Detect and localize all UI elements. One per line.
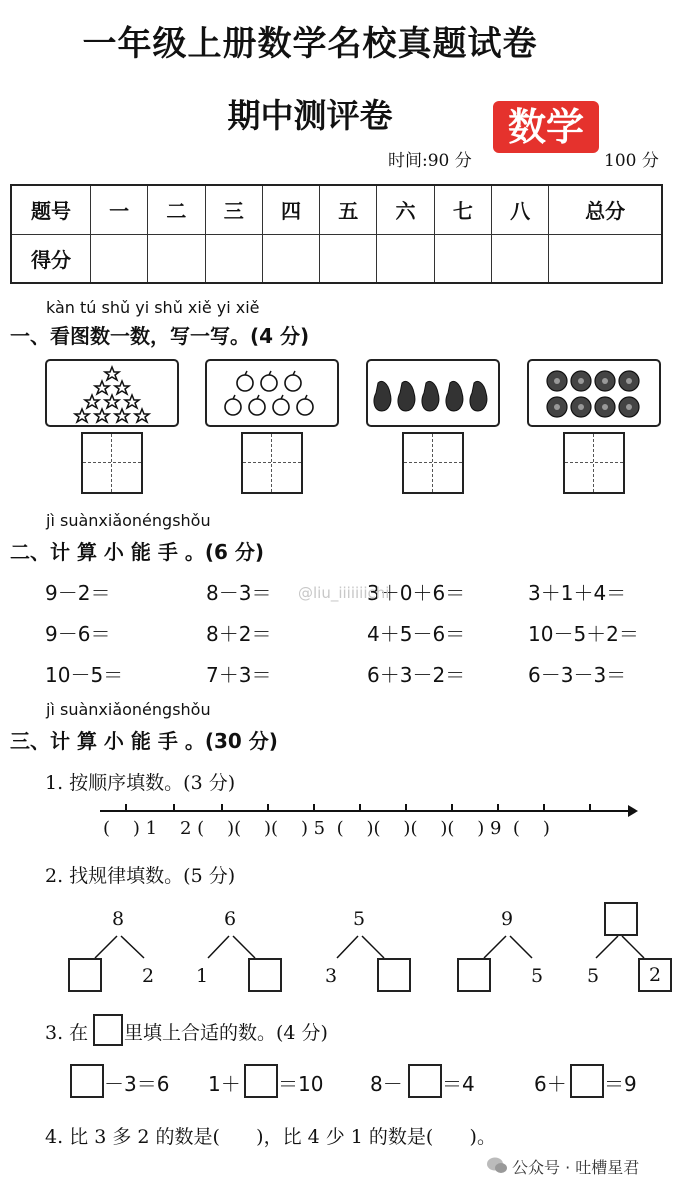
col-header: 七 [434,185,491,234]
score-cell[interactable] [91,234,148,283]
full-score: 100 分 [604,151,659,171]
paper-subtitle: 期中测评卷 [227,96,393,135]
section1-title: 一、看图数一数，写一写。(4 分) [10,324,310,348]
col-header: 总分 [549,185,662,234]
pear-icon [398,381,415,411]
col-header: 一 [91,185,148,234]
star-icon [115,381,129,394]
col-header: 六 [377,185,434,234]
row-label-score: 得分 [11,234,91,283]
apple-icon [261,375,277,391]
wechat-icon [486,1155,508,1175]
star-icon [95,409,109,422]
bond-top: 9 [501,908,514,930]
section2-title: 二、计 算 小 能 手 。(6 分) [10,540,264,564]
paper-title: 一年级上册数学名校真题试卷 [82,24,538,64]
bond-left: 3 [325,965,338,987]
star-icon [135,409,149,422]
question-3-prefix: 3. 在 [45,1022,89,1044]
score-table [10,184,663,284]
apple-icon [225,399,241,415]
fill-expr: ＝10 [278,1072,324,1096]
score-cell[interactable] [262,234,319,283]
col-header: 四 [262,185,319,234]
equation: 8＋2＝ [206,622,272,646]
fill-expr: ＝4 [442,1072,475,1096]
star-icon [75,409,89,422]
bond-top: 6 [224,908,237,930]
bond-answer-box[interactable] [68,958,102,992]
apple-icon [249,399,265,415]
star-icon [125,395,139,408]
fill-box[interactable] [244,1064,278,1098]
equation: 6－3－3＝ [528,663,627,687]
equation: 10－5＋2＝ [528,622,639,646]
bond-answer-box[interactable] [248,958,282,992]
equation: 6＋3－2＝ [367,663,466,687]
section1-pinyin: kàn tú shǔ yi shǔ xiě yi xiě [46,298,260,317]
question-4: 4. 比 3 多 2 的数是( )，比 4 少 1 的数是( )。 [45,1126,496,1148]
answer-grid[interactable] [241,432,303,494]
answer-grid[interactable] [81,432,143,494]
equation: 4＋5－6＝ [367,622,466,646]
fill-box[interactable] [408,1064,442,1098]
star-icon [115,409,129,422]
bond-right-box: 2 [638,958,672,992]
star-icon [105,395,119,408]
star-icon [85,395,99,408]
flowers-picture [527,359,661,427]
footer-account: 公众号 · 吐槽星君 [512,1158,640,1177]
stars-picture [45,359,179,427]
star-icon-group [47,361,177,425]
row-label-question: 题号 [11,185,91,234]
section3-pinyin: jì suànxiǎonéngshǒu [46,700,211,719]
equation: 9－2＝ [45,581,111,605]
score-cell[interactable] [148,234,205,283]
pear-icon-group [368,361,498,425]
col-header: 二 [148,185,205,234]
fill-expr: 6＋ [534,1072,567,1096]
question-2: 2. 找规律填数。(5 分) [45,865,236,887]
fill-expr: －3＝6 [104,1072,170,1096]
bond-right: 5 [531,965,544,987]
apples-picture [205,359,339,427]
fill-expr: ＝9 [604,1072,637,1096]
subject-badge: 数学 [493,101,599,153]
time-limit: 时间:90 分 [388,151,472,171]
score-cell[interactable] [377,234,434,283]
inline-box-icon [93,1014,123,1046]
question-3-suffix: 里填上合适的数。(4 分) [124,1022,328,1044]
bond-left: 5 [587,965,600,987]
equation: 10－5＝ [45,663,124,687]
pear-icon [470,381,487,411]
equation: 3＋1＋4＝ [528,581,627,605]
apple-icon [285,375,301,391]
pears-picture [366,359,500,427]
question-1: 1. 按顺序填数。(3 分) [45,772,236,794]
bond-top-answer-box[interactable] [604,902,638,936]
bond-answer-box[interactable] [377,958,411,992]
star-icon [95,381,109,394]
bond-left: 1 [196,965,209,987]
fill-expr: 8－ [370,1072,403,1096]
col-header: 八 [491,185,548,234]
score-cell[interactable] [491,234,548,283]
section2-pinyin: jì suànxiǎonéngshǒu [46,511,211,530]
score-cell[interactable] [549,234,662,283]
equation: 3＋0＋6＝ [367,581,466,605]
number-line-labels: ( ) 1 2 ( )( )( ) 5 ( )( )( )( ) 9 ( ) [103,818,550,839]
col-header: 五 [320,185,377,234]
equation: 8－3＝ [206,581,272,605]
col-header: 三 [205,185,262,234]
score-cell[interactable] [434,234,491,283]
section3-title: 三、计 算 小 能 手 。(30 分) [10,729,278,753]
watermark: @liu_iiiiiiichi [298,584,390,602]
apple-icon [297,399,313,415]
bond-answer-box[interactable] [457,958,491,992]
pear-icon [446,381,463,411]
pear-icon [374,381,391,411]
fill-expr: 1＋ [208,1072,241,1096]
flower-icon-group [529,361,659,425]
apple-icon [273,399,289,415]
score-cell[interactable] [205,234,262,283]
equation: 7＋3＝ [206,663,272,687]
star-icon [105,367,119,380]
bond-top: 5 [353,908,366,930]
equation: 9－6＝ [45,622,111,646]
score-cell[interactable] [320,234,377,283]
answer-grid[interactable] [563,432,625,494]
bond-top: 8 [112,908,125,930]
apple-icon-group [207,361,337,425]
fill-box[interactable] [70,1064,104,1098]
pear-icon [422,381,439,411]
apple-icon [237,375,253,391]
answer-grid[interactable] [402,432,464,494]
bond-right: 2 [142,965,155,987]
fill-box[interactable] [570,1064,604,1098]
